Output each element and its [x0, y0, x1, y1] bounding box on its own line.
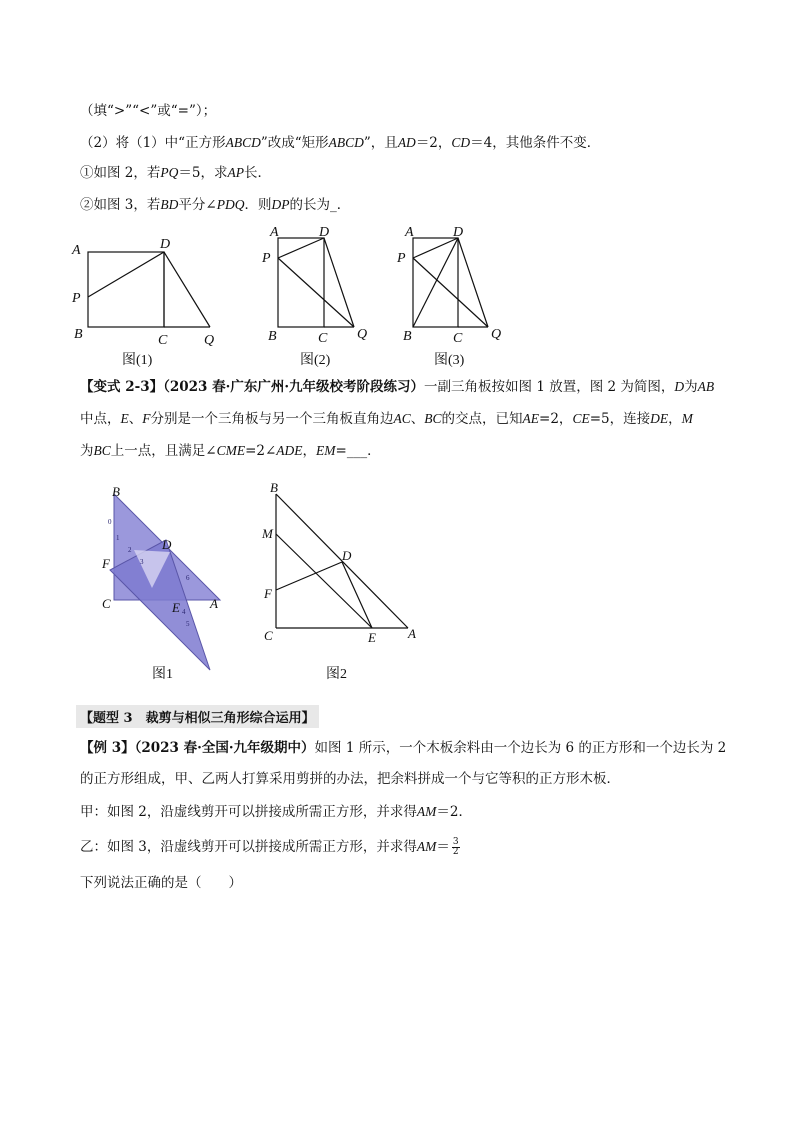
label-e: E — [368, 630, 376, 645]
variant-line-1 — [80, 376, 714, 398]
text: =2， — [539, 411, 573, 427]
text: 上一点，且满足∠ — [110, 443, 217, 459]
text: 如图 1 所示，一个木板余料由一个边长为 6 的正方形和一个边长为 2 — [314, 740, 727, 756]
text: 平分∠ — [178, 197, 217, 213]
var: ABCD — [225, 135, 261, 150]
label-b: B — [268, 329, 277, 344]
label-b: B — [112, 484, 120, 499]
part-2-question-2 — [80, 194, 350, 216]
var: AM — [416, 839, 437, 854]
text: 甲：如图 2，沿虚线剪开可以拼接成所需正方形，并求得 — [80, 804, 417, 820]
var: AC — [393, 411, 411, 426]
top-figures — [60, 220, 530, 370]
label-d: D — [160, 237, 171, 252]
var: CD — [451, 135, 471, 150]
text: =5，连接 — [589, 411, 651, 427]
fraction-denominator: 2 — [452, 847, 459, 857]
label-d: D — [319, 225, 330, 240]
part-2-question-1 — [80, 162, 271, 184]
fraction-numerator: 3 — [452, 837, 459, 847]
text: ＝2， — [415, 135, 452, 151]
variant-line-3 — [80, 440, 381, 462]
text: =___． — [335, 443, 381, 459]
text: 为 — [80, 443, 94, 459]
ruler-mark: 2 — [128, 546, 132, 554]
var: EM — [316, 443, 336, 458]
var: AD — [397, 135, 416, 150]
label-p: P — [262, 251, 271, 266]
var: E — [120, 411, 129, 426]
rectangle-abcd — [88, 252, 164, 327]
label-d: D — [453, 225, 464, 240]
diagonal-bd — [413, 238, 458, 327]
segment-pd — [88, 252, 164, 297]
figure-3 — [413, 238, 488, 327]
label-f: F — [264, 586, 272, 601]
label-a: A — [405, 225, 414, 240]
caption-figure-1: 图1 — [152, 667, 173, 682]
text: 的长为_． — [289, 197, 351, 213]
text: ．则 — [244, 197, 272, 213]
caption-figure-3: 图(3) — [434, 353, 465, 368]
var: ABCD — [328, 135, 364, 150]
label-b: B — [270, 480, 278, 495]
caption-figure-2: 图(2) — [300, 353, 331, 368]
text: ＝ — [436, 839, 450, 855]
label-a: A — [72, 243, 81, 258]
ruler-mark: 3 — [140, 558, 144, 566]
variant-tag: 【变式 2-3】 — [80, 379, 164, 395]
segment-de — [342, 562, 372, 628]
var: BC — [93, 443, 111, 458]
label-c: C — [453, 331, 463, 346]
label-m: M — [262, 526, 273, 541]
label-a: A — [408, 626, 416, 641]
example-line-3 — [80, 801, 472, 823]
var: F — [142, 411, 151, 426]
var: AE — [522, 411, 540, 426]
label-a: A — [270, 225, 279, 240]
figure-2 — [278, 238, 354, 327]
var: AM — [416, 804, 437, 819]
label-p: P — [397, 251, 406, 266]
ruler-mark: 0 — [108, 518, 112, 526]
segment-pd — [278, 238, 324, 258]
label-q: Q — [204, 333, 215, 348]
text: ＝2． — [436, 804, 472, 820]
set-square-figure — [108, 494, 220, 670]
ruler-mark: 4 — [182, 608, 186, 616]
example-source: （2023 春·全国·九年级期中） — [134, 740, 315, 756]
fill-instruction-line — [80, 100, 216, 122]
text: 乙：如图 3，沿虚线剪开可以拼接成所需正方形，并求得 — [80, 839, 417, 855]
segment-me — [276, 534, 372, 628]
segment-dq — [164, 252, 210, 327]
label-c: C — [102, 596, 111, 611]
text: 为 — [684, 379, 698, 395]
text: 一副三角板按如图 1 放置，图 2 为简图， — [424, 379, 675, 395]
label-q: Q — [357, 327, 368, 342]
rectangle-abcd — [278, 238, 324, 327]
var: DE — [650, 411, 669, 426]
var: BC — [424, 411, 442, 426]
part-2-statement — [80, 132, 600, 154]
var: ADE — [276, 443, 303, 458]
text: ”，且 — [363, 135, 398, 151]
example-line-2 — [80, 768, 620, 790]
text: 长． — [243, 165, 271, 181]
label-c: C — [318, 331, 328, 346]
example-tag: 【例 3】 — [80, 740, 135, 756]
segment-pd — [413, 238, 458, 258]
variant-line-2 — [80, 408, 693, 430]
text: 、 — [128, 411, 143, 427]
label-f: F — [102, 556, 110, 571]
text: 的正方形组成，甲、乙两人打算采用剪拼的办法，把余料拼成一个与它等积的正方形木板． — [80, 771, 620, 787]
fill-instruction-text: （填“>”“<”或“=”）； — [80, 103, 217, 119]
text: 分别是一个三角板与另一个三角板直角边 — [150, 411, 394, 427]
text: ＝5，求 — [178, 165, 228, 181]
label-d: D — [162, 537, 172, 552]
ruler-mark: 1 — [116, 534, 120, 542]
var: DP — [271, 197, 290, 212]
text: ②如图 3，若 — [80, 197, 161, 213]
label-b: B — [403, 329, 412, 344]
var: M — [681, 411, 693, 426]
text: 下列说法正确的是（ ） — [80, 875, 242, 891]
caption-figure-2: 图2 — [326, 667, 347, 682]
text: 的交点，已知 — [441, 411, 523, 427]
text: ， — [668, 411, 682, 427]
text: （2）将（1）中“正方形 — [80, 135, 226, 151]
text: 、 — [410, 411, 425, 427]
text: ＝4，其他条件不变． — [470, 135, 601, 151]
text: ①如图 2，若 — [80, 165, 161, 181]
var: CE — [572, 411, 590, 426]
label-c: C — [264, 628, 273, 643]
var: AB — [697, 379, 715, 394]
var: BD — [160, 197, 179, 212]
label-c: C — [158, 333, 168, 348]
label-q: Q — [491, 327, 502, 342]
caption-figure-1: 图(1) — [122, 353, 153, 368]
ruler-mark: 5 — [186, 620, 190, 628]
variant-source: （2023 春·广东广州·九年级校考阶段练习） — [163, 379, 425, 395]
var: AP — [227, 165, 244, 180]
var: D — [674, 379, 685, 394]
label-b: B — [74, 327, 83, 342]
example-line-1 — [80, 737, 726, 759]
var: PQ — [160, 165, 179, 180]
var: CME — [216, 443, 246, 458]
example-line-5 — [80, 872, 242, 894]
text: =2∠ — [245, 443, 277, 459]
text: ， — [302, 443, 317, 459]
figure-1 — [88, 252, 210, 327]
text: ”改成“矩形 — [260, 135, 329, 151]
fraction — [452, 838, 460, 857]
label-e: E — [172, 600, 180, 615]
ruler-mark: 6 — [186, 574, 190, 582]
label-p: P — [72, 291, 81, 306]
text: 中点， — [80, 411, 121, 427]
label-a: A — [210, 596, 218, 611]
example-line-4 — [80, 836, 460, 858]
var: PDQ — [216, 197, 245, 212]
label-d: D — [342, 548, 352, 563]
middle-figures — [90, 480, 430, 685]
section-heading: 【题型 3 裁剪与相似三角形综合运用】 — [76, 705, 319, 728]
